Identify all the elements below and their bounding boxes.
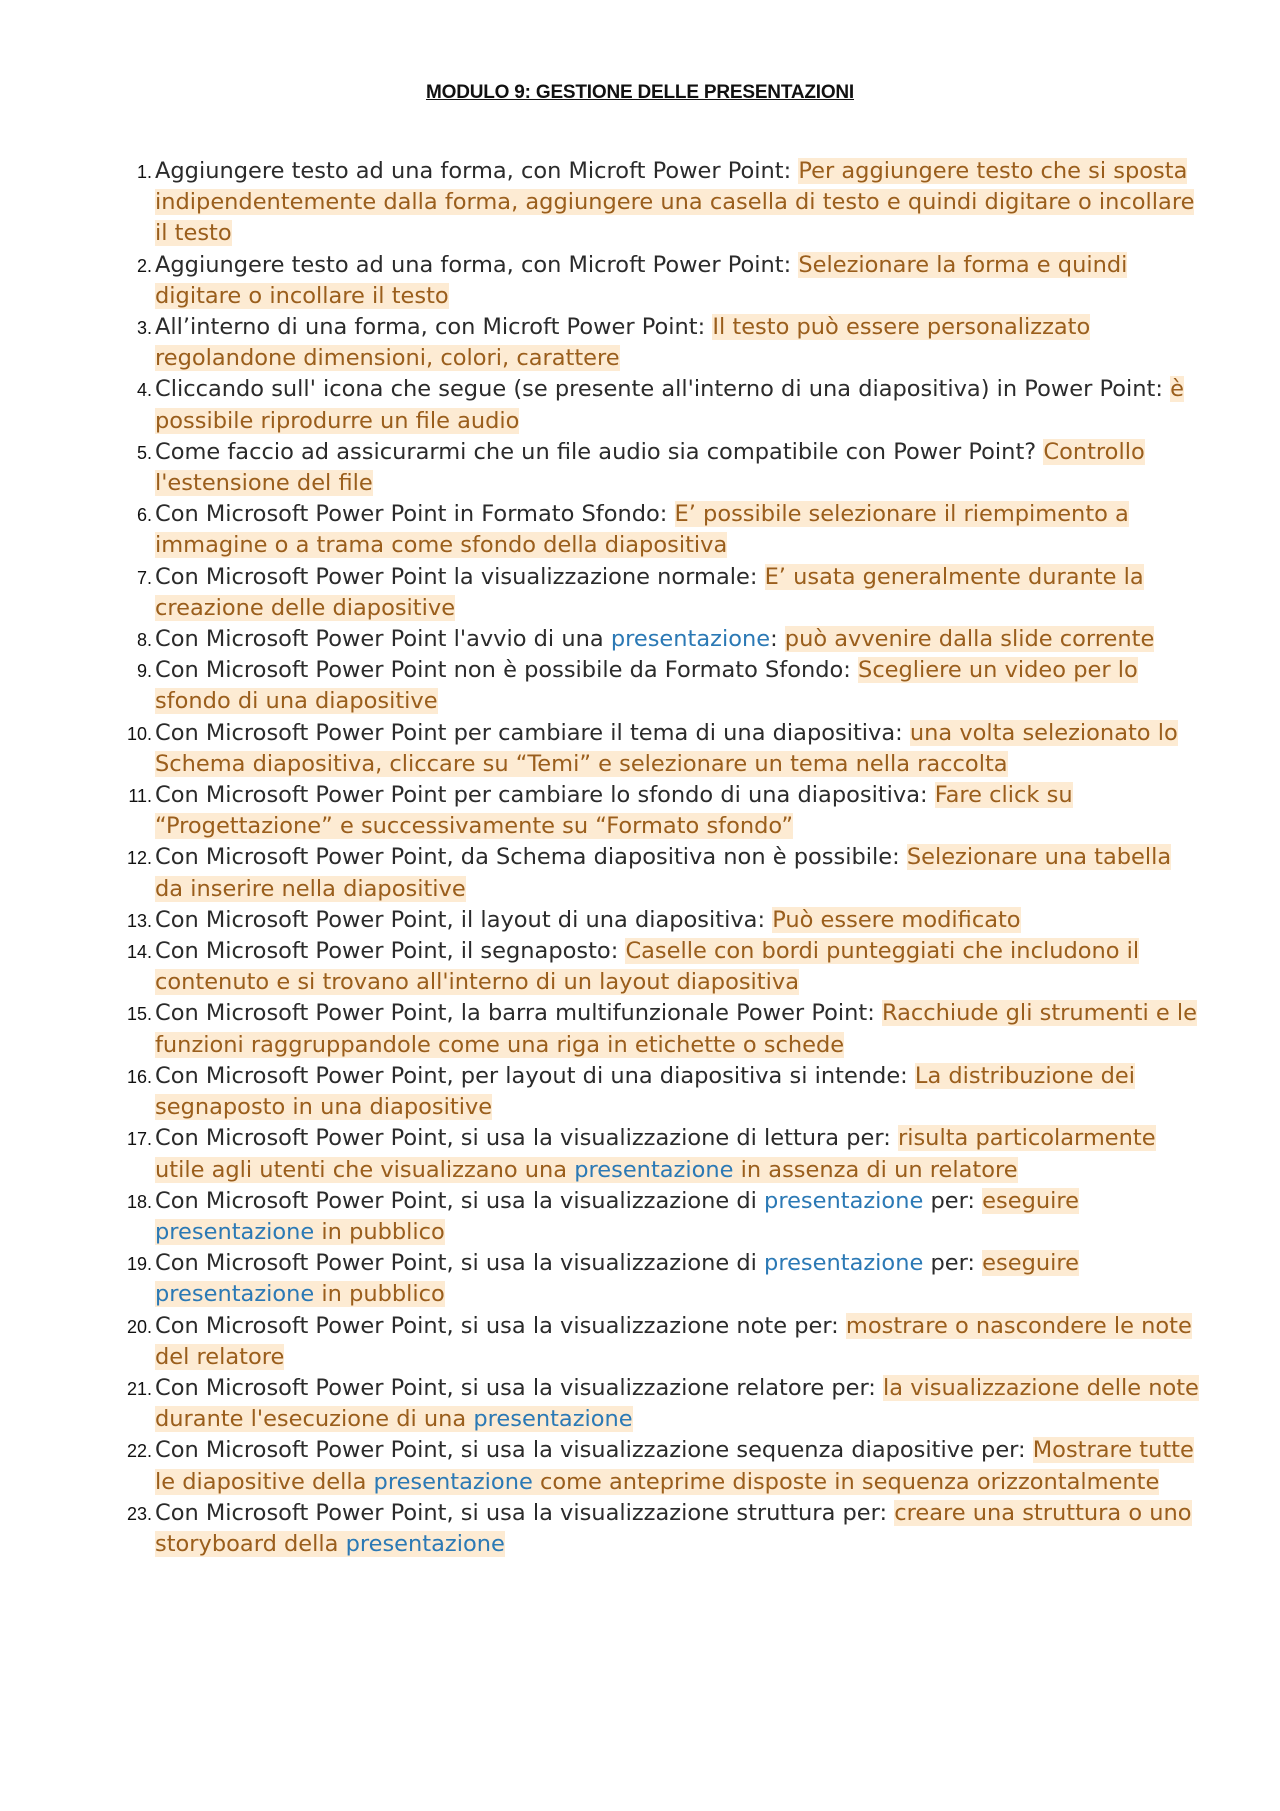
answer-highlight-term: presentazione <box>345 1530 505 1557</box>
answer-text: Mostrare tutte le diapositive della <box>155 1437 1194 1495</box>
item-number: 19. <box>126 1254 152 1275</box>
list-item <box>126 1435 1205 1497</box>
highlight-term: presentazione <box>764 1250 924 1277</box>
list-item <box>126 1248 1205 1310</box>
answer-text: è possibile riprodurre un file audio <box>155 376 1184 434</box>
question-text: Con Microsoft Power Point in Formato Sfondo: <box>155 501 675 528</box>
question-text: Con Microsoft Power Point non è possibile da Formato Sfondo: <box>155 657 859 684</box>
answer-highlight-term: presentazione <box>155 1281 315 1308</box>
question-text: Aggiungere testo ad una forma, con Microft Power Point: <box>155 251 799 278</box>
item-number: 21. <box>126 1378 152 1399</box>
question-text: Aggiungere testo ad una forma, con Microft Power Point: <box>155 158 799 184</box>
list-item <box>126 1498 1205 1560</box>
list-item <box>136 655 1205 717</box>
list-item <box>126 905 1205 936</box>
item-number: 13. <box>126 910 152 931</box>
question-text: Con Microsoft Power Point, si usa la visualizzazione di <box>155 1187 765 1214</box>
answer-highlight-term: presentazione <box>574 1156 734 1183</box>
question-text: All’interno di una forma, con Microft Power Point: <box>155 314 713 341</box>
question-text: Con Microsoft Power Point, si usa la visualizzazione note per: <box>155 1312 846 1339</box>
list-item <box>136 374 1205 436</box>
item-number: 6. <box>136 505 152 526</box>
question-list <box>126 156 1205 1560</box>
answer-text: in assenza di un relatore <box>733 1156 1018 1183</box>
list-item <box>136 437 1205 499</box>
answer-text: Può essere modificato <box>772 906 1021 933</box>
list-item <box>136 156 1205 250</box>
answer-text: può avvenire dalla slide corrente <box>784 626 1155 653</box>
list-item <box>126 1311 1205 1373</box>
answer-text: una volta selezionato lo Schema diapositiva, cliccare su “Temi” e selezionare un tema nella raccolta <box>155 719 1178 777</box>
answer-text: eseguire <box>982 1187 1079 1214</box>
answer-text: La distribuzione dei segnaposto in una diapositive <box>155 1062 1135 1121</box>
question-text: Con Microsoft Power Point per cambiare lo sfondo di una diapositiva: <box>155 782 935 809</box>
answer-text: E’ possibile selezionare il riempimento a immagine o a trama come sfondo della diapositiva <box>155 501 1129 559</box>
item-number: 11. <box>128 786 152 807</box>
question-text: Con Microsoft Power Point, si usa la visualizzazione di <box>155 1250 765 1277</box>
item-number: 4. <box>136 380 152 401</box>
question-text: Con Microsoft Power Point, si usa la visualizzazione relatore per: <box>155 1374 884 1401</box>
list-item <box>126 1061 1205 1123</box>
answer-text: Selezionare una tabella da inserire nella diapositive <box>155 844 1172 902</box>
question-text: Con Microsoft Power Point, da Schema diapositiva non è possibile: <box>155 844 907 871</box>
list-item <box>126 842 1205 904</box>
answer-text: Controllo l'estensione del file <box>155 438 1145 497</box>
item-number: 17. <box>126 1129 152 1150</box>
list-item <box>136 250 1205 312</box>
list-item <box>126 1123 1205 1185</box>
list-item <box>128 780 1205 842</box>
question-text: Con Microsoft Power Point, per layout di una diapositiva si intende: <box>155 1062 915 1089</box>
question-text: Con Microsoft Power Point, si usa la visualizzazione struttura per: <box>155 1499 895 1526</box>
list-item <box>126 998 1205 1060</box>
question-text: Come faccio ad assicurarmi che un file audio sia compatibile con Power Point? <box>155 438 1044 465</box>
answer-text: in pubblico <box>314 1218 445 1245</box>
item-number: 10. <box>126 723 152 744</box>
list-item <box>126 1186 1205 1248</box>
answer-text: creare una struttura o uno storyboard della <box>155 1499 1192 1557</box>
answer-highlight-term: presentazione <box>155 1218 315 1245</box>
question-text: Con Microsoft Power Point la visualizzazione normale: <box>155 563 765 590</box>
highlight-term: presentazione <box>610 626 771 653</box>
list-item <box>136 312 1205 374</box>
item-number: 12. <box>126 848 152 869</box>
answer-text: Il testo può essere personalizzato regolandone dimensioni, colori, carattere <box>155 314 1091 372</box>
question-text: Con Microsoft Power Point, la barra multifunzionale Power Point: <box>155 1000 882 1027</box>
item-number: 3. <box>136 318 152 339</box>
answer-text: Caselle con bordi punteggiati che includono il contenuto e si trovano all'interno di un layout diapositiva <box>155 938 1140 996</box>
list-item <box>126 1373 1205 1435</box>
answer-text: come anteprime disposte in sequenza orizzontalmente <box>532 1468 1160 1495</box>
answer-text: Fare click su “Progettazione” e successivamente su “Formato sfondo” <box>155 782 1073 840</box>
answer-highlight-term: presentazione <box>373 1468 533 1495</box>
question-text: Cliccando sull' icona che segue (se presente all'interno di una diapositiva) in Power Point: <box>155 376 1171 403</box>
answer-text: mostrare o nascondere le note del relatore <box>155 1312 1192 1370</box>
answer-text: E’ usata generalmente durante la creazione delle diapositive <box>155 563 1144 621</box>
item-number: 2. <box>136 255 152 276</box>
answer-text: Per aggiungere testo che si sposta indipendentemente dalla forma, aggiungere una casella di testo e quindi digitare o incollare il testo <box>155 158 1195 247</box>
question-text: Con Microsoft Power Point l'avvio di una <box>155 626 611 653</box>
list-item <box>136 562 1205 624</box>
question-text: Con Microsoft Power Point, si usa la visualizzazione di lettura per: <box>155 1125 898 1152</box>
list-item <box>136 624 1205 655</box>
list-item <box>136 499 1205 561</box>
page-title: MODULO 9: GESTIONE DELLE PRESENTAZIONI <box>425 82 855 103</box>
item-number: 5. <box>136 442 152 463</box>
answer-text: Racchiude gli strumenti e le funzioni raggruppandole come una riga in etichette o schede <box>155 1000 1197 1058</box>
answer-text: eseguire <box>982 1250 1079 1277</box>
item-number: 7. <box>136 567 152 588</box>
item-number: 15. <box>126 1004 152 1025</box>
item-number: 1. <box>136 162 152 182</box>
highlight-term: presentazione <box>764 1187 924 1214</box>
item-number: 9. <box>136 661 152 682</box>
answer-text: Selezionare la forma e quindi digitare o incollare il testo <box>155 251 1128 309</box>
item-number: 18. <box>126 1191 152 1212</box>
question-text: Con Microsoft Power Point, si usa la visualizzazione sequenza diapositive per: <box>155 1437 1033 1464</box>
answer-highlight-term: presentazione <box>473 1406 633 1433</box>
question-text: per: <box>923 1250 983 1277</box>
question-text: Con Microsoft Power Point, il segnaposto: <box>155 938 626 965</box>
question-text: Con Microsoft Power Point, il layout di una diapositiva: <box>155 906 773 933</box>
item-number: 14. <box>126 942 152 963</box>
item-number: 16. <box>126 1066 152 1087</box>
item-number: 8. <box>136 630 152 651</box>
list-item <box>126 936 1205 998</box>
question-text: : <box>770 626 785 653</box>
list-item <box>126 718 1205 780</box>
answer-text: in pubblico <box>314 1281 445 1308</box>
item-number: 23. <box>126 1503 152 1524</box>
question-text: Con Microsoft Power Point per cambiare il tema di una diapositiva: <box>155 719 910 746</box>
question-text: per: <box>923 1187 983 1214</box>
item-number: 20. <box>126 1316 152 1337</box>
answer-text: risulta particolarmente utile agli utenti che visualizzano una <box>155 1125 1156 1183</box>
answer-text: Scegliere un video per lo sfondo di una diapositive <box>155 657 1138 715</box>
answer-text: la visualizzazione delle note durante l'esecuzione di una <box>155 1374 1199 1433</box>
item-number: 22. <box>126 1441 152 1462</box>
